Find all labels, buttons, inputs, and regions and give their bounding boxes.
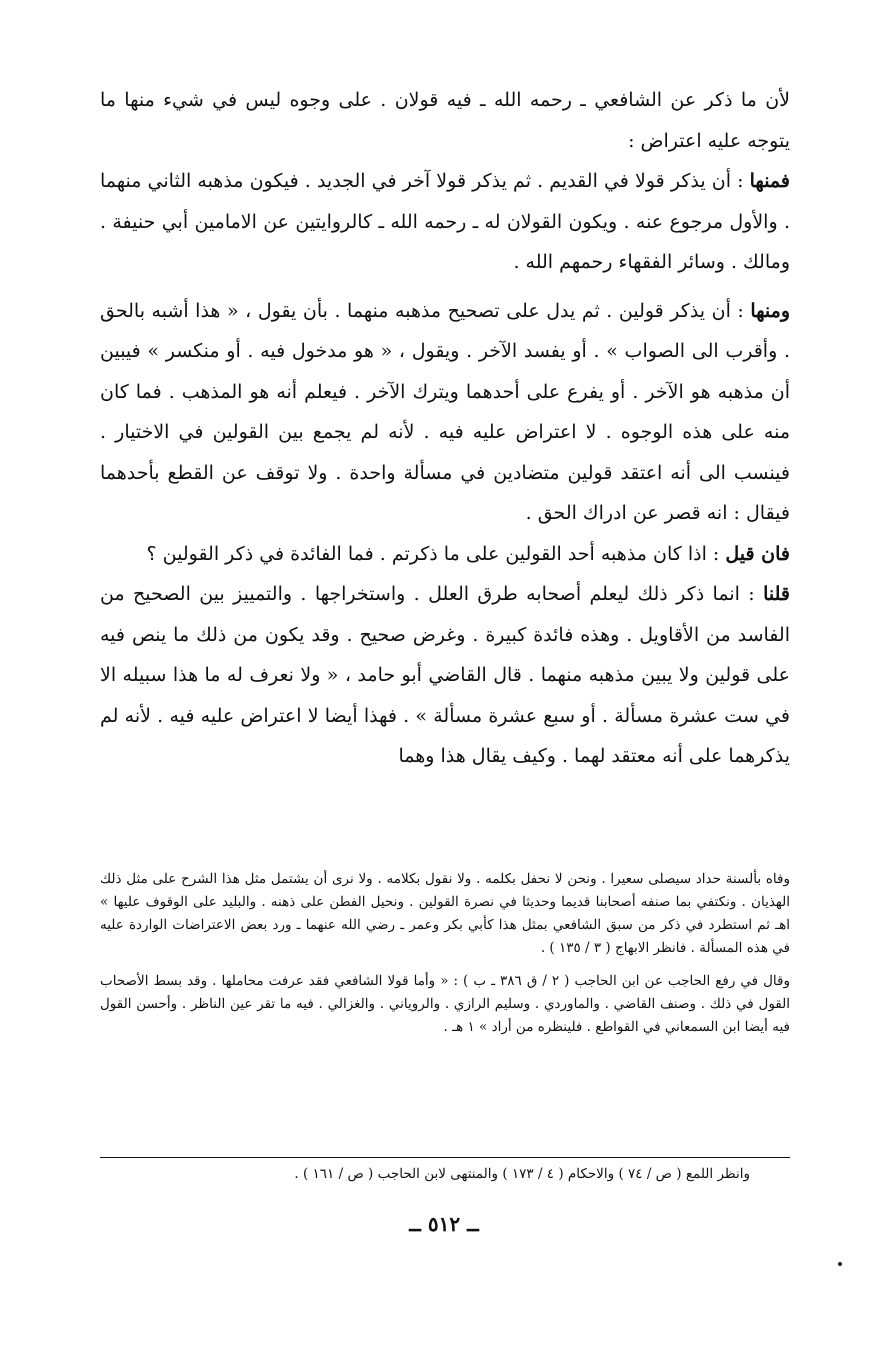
intro-paragraph: لأن ما ذكر عن الشافعي ـ رحمه الله ـ فيه قولان . على وجوه ليس في شيء منها ما يتوجه عليه اعتراض :: [100, 89, 790, 152]
scan-speck: [838, 1262, 842, 1266]
paragraph-1-text: : أن يذكر قولا في القديم . ثم يذكر قولا آخر في الجديد . فيكون مذهبه الثاني منهما . والأول مرجوع عنه . ويكون القولان له ـ رحمه الله ـ كالروايتين عن الامامين أبي حنيفة . ومالك . وسائر الفقهاء رحمهم الله .: [100, 170, 790, 273]
footnote-divider: [100, 1157, 790, 1158]
footnote-2: وقال في رفع الحاجب عن ابن الحاجب ( ٢ / ق ٣٨٦ ـ ب ) : « وأما قولا الشافعي فقد عرفت محاملها . وقد بسط الأصحاب القول في ذلك . وصنف القاضي . والماوردي . وسليم الرازي . والروياني . والغزالي . فيه ما تقر عين الناظر . وأحسن القول فيه أيضا ابن السمعاني في القواطع . فلينظره من أراد » ١ هـ .: [100, 973, 791, 1035]
paragraph-4-lead: قلنا: [763, 583, 790, 605]
paragraph-2-text: : أن يذكر قولين . ثم يدل على تصحيح مذهبه منهما . بأن يقول ، « هذا أشبه بالحق . وأقرب الى الصواب » . أو يفسد الآخر . ويقول ، « هو مدخول فيه . أو منكسر » فيبين أن مذهبه هو الآخر . أو يفرع على أحدهما ويترك الآخر . فيعلم أنه هو المذهب . فما كان منه على هذه الوجوه . لا اعتراض عليه فيه . لأنه لم يجمع بين القولين في الاختيار . فينسب الى أنه اعتقد قولين متضادين في مسألة واحدة . ولا توقف عن القطع بأحدهما فيقال : انه قصر عن ادراك الحق .: [100, 299, 790, 524]
paragraph-1: [100, 161, 790, 283]
page-number: ــ ٥١٢ ــ: [409, 1212, 479, 1236]
paragraph-3: [100, 534, 790, 575]
footnote-1: وفاه بألسنة حداد سيصلى سعيرا . ونحن لا نحفل بكلمه . ولا نقول بكلامه . ولا نرى أن يشتمل مثل هذا الشرح على مثل ذلك الهذيان . ونكتفي بما صنفه أصحابنا قديما وحديثا في نصرة القولين . ونحيل الفطن على ذهنه . والبليد على الوقوف عليها » اهـ ثم استطرد في ذكر من سبق الشافعي بمثل هذا كأبي بكر وعمر ـ رضي الله عنهما ـ ورد بعض الاعتراضات الواردة عليه في هذه المسألة . فانظر الابهاج ( ٣ / ١٣٥ ) .: [100, 871, 790, 956]
reference-note: وانظر اللمع ( ص / ٧٤ ) والاحكام ( ٤ / ١٧٣ ) والمنتهى لابن الحاجب ( ص / ١٦١ ) .: [294, 1166, 750, 1182]
paragraph-3-lead: فان قيل: [725, 542, 790, 565]
paragraph-2: [100, 291, 790, 534]
main-text: [100, 80, 790, 777]
footnotes: [100, 868, 790, 1039]
paragraph-1-lead: فمنها: [749, 170, 790, 192]
paragraph-3-text: : اذا كان مذهبه أحد القولين على ما ذكرتم . فما الفائدة في ذكر القولين ؟: [146, 542, 720, 565]
paragraph-4-text: : انما ذكر ذلك ليعلم أصحابه طرق العلل . واستخراجها . والتمييز بين الصحيح من الفاسد من الأقاويل . وهذه فائدة كبيرة . وغرض صحيح . وقد يكون من ذلك ما ينص فيه على قولين ولا يبين مذهبه منهما . قال القاضي أبو حامد ، « ولا نعرف له ما هذا سبيله الا في ست عشرة مسألة . أو سبع عشرة مسألة » . فهذا أيضا لا اعتراض عليه فيه . لأنه لم يذكرهما على أنه معتقد لهما . وكيف يقال هذا وهما: [100, 583, 790, 767]
paragraph-2-lead: ومنها: [750, 299, 790, 322]
paragraph-4: [100, 574, 790, 777]
